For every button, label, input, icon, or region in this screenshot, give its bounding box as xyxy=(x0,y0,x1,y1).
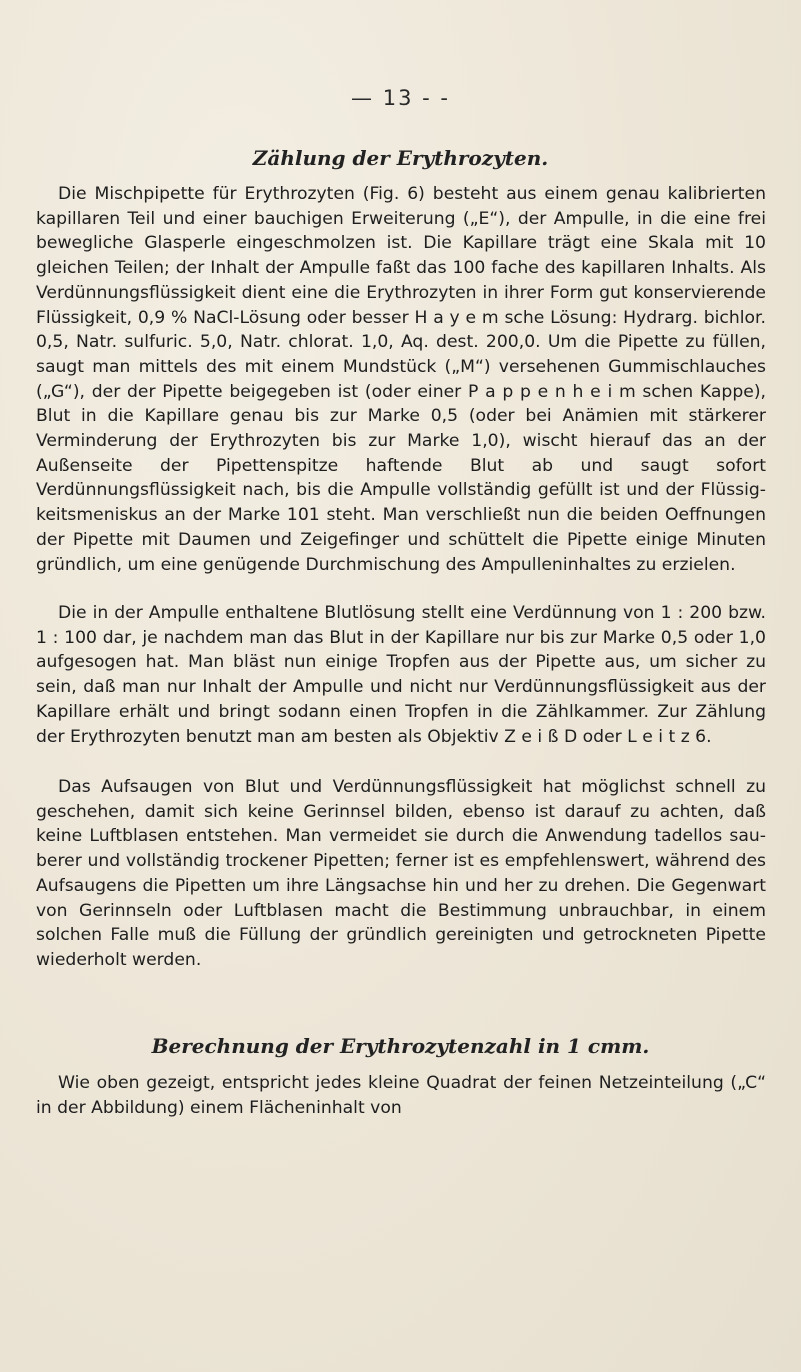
section-heading-berechnung: Berechnung der Erythrozytenzahl in 1 cmm. xyxy=(151,1034,650,1058)
paragraph-mischpipette: Die Mischpipette für Erythrozyten (Fig. 6) besteht aus einem genau kalibrierten kapillaren Teil und einer bauchigen Erweiterung („E“), der Ampulle, in die eine frei bewegliche Glasperle eingeschmolzen ist. Die Kapillare trägt eine Skala mit 10 gleichen Teilen; der Inhalt der Ampulle faßt das 100 fache des kapillaren Inhalts. Als Verdünnungsflüssigkeit dient eine die Erythrozyten in ihrer Form gut konservierende Flüssigkeit, 0,9 % NaCl-Lösung oder besser H a y e m sche Lösung: Hydrarg. bichlor. 0,5, Natr. sulfuric. 5,0, Natr. chlorat. 1,0, Aq. dest. 200,0. Um die Pipette zu füllen, saugt man mittels des mit einem Mundstück („M“) versehenen Gummischlauches („G“), der der Pipette beigegeben ist (oder einer P a p p e n h e i m schen Kappe), Blut in die Kapillare genau bis zur Marke 0,5 (oder bei Anämien mit stärkerer Verminderung der Erythrozyten bis zur Marke 1,0), wischt hierauf das an der Außenseite der Pipettenspitze haftende Blut ab und saugt sofort Verdünnungsflüssigkeit nach, bis die Ampulle vollständig gefüllt ist und der Flüssigkeitsmeniskus an der Marke 101 steht. Man verschließt nun die beiden Oeffnungen der Pipette mit Daumen und Zeigefinger und schüttelt die Pipette einige Minuten gründlich, um eine genügende Durchmischung des Ampulleninhaltes zu erzielen. xyxy=(36,184,766,575)
paragraph-blutloesung: Die in der Ampulle enthaltene Blutlösung stellt eine Verdünnung von 1 : 200 bzw. 1 : 100 dar, je nachdem man das Blut in der Kapillare nur bis zur Marke 0,5 oder 1,0 aufgesogen hat. Man bläst nun einige Tropfen aus der Pipette aus, um sicher zu sein, daß man nur Inhalt der Ampulle und nicht nur Verdünnungsflüssigkeit aus der Kapillare erhält und bringt sodann einen Tropfen in die Zählkammer. Zur Zählung der Erythrozyten benutzt man am besten als Objektiv Z e i ß D oder L e i t z 6. xyxy=(36,603,766,747)
section-heading-erythrozyten-zaehlung: Zählung der Erythrozyten. xyxy=(252,146,549,170)
paragraph-berechnung: Wie oben gezeigt, entspricht jedes kleine Quadrat der feinen Netzeinteilung („C“ in der Abbildung) einem Flächeninhalt von xyxy=(36,1073,766,1118)
paragraph-aufsaugen: Das Aufsaugen von Blut und Verdünnungsflüssigkeit hat möglichst schnell zu geschehen, damit sich keine Gerinnsel bilden, ebenso ist darauf zu achten, daß keine Luftblasen entstehen. Man vermeidet sie durch die Anwendung tadellos sauberer und vollständig trockener Pipetten; ferner ist es empfehlenswert, während des Aufsaugens die Pipetten um ihre Längsachse hin und her zu drehen. Die Gegenwart von Gerinnseln oder Luftblasen macht die Bestimmung unbrauchbar, in einem solchen Falle muß die Füllung der gründlich gereinigten und getrockneten Pipette wiederholt werden. xyxy=(36,777,766,970)
page-number: — 13 - - xyxy=(351,86,450,110)
